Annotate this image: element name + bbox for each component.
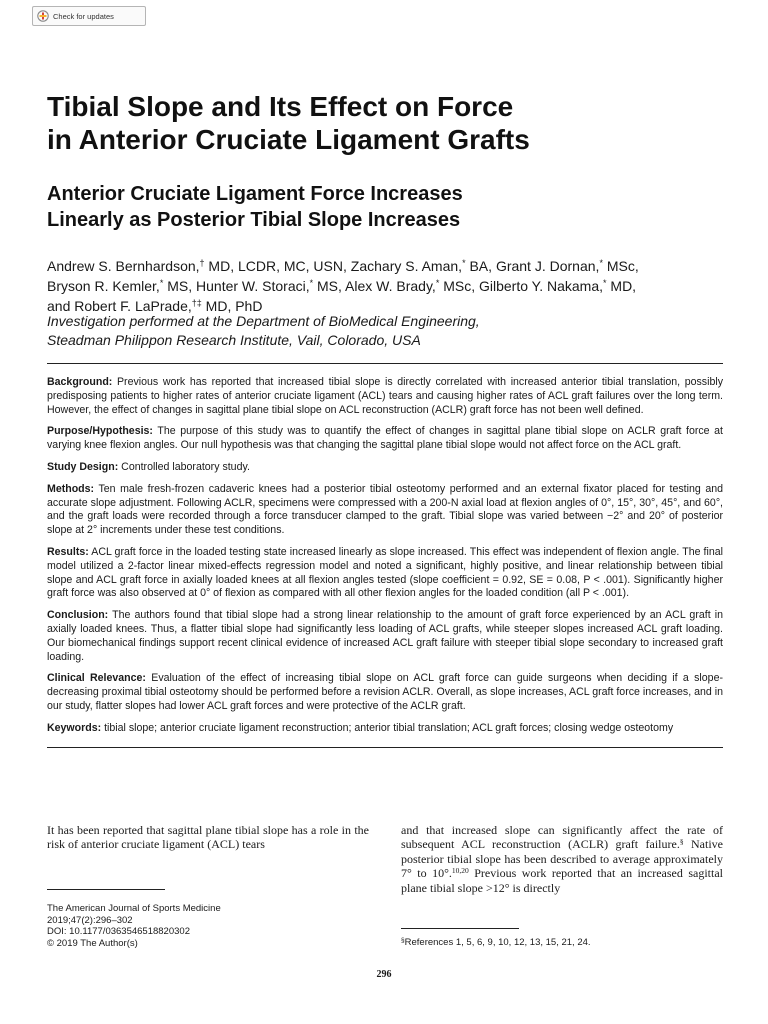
journal-doi: DOI: 10.1177/0363546518820302 xyxy=(47,926,190,938)
journal-volume: 2019;47(2):296–302 xyxy=(47,914,133,926)
journal-info-divider xyxy=(47,889,165,890)
abstract-purpose xyxy=(47,425,723,453)
body-text-right-column xyxy=(401,823,723,895)
author-affiliation-mark: * xyxy=(603,278,607,288)
author xyxy=(196,278,342,294)
abstract-results xyxy=(47,546,723,601)
title-line: Tibial Slope and Its Effect on Force xyxy=(47,91,514,122)
subtitle-line: Anterior Cruciate Ligament Force Increases xyxy=(47,183,463,205)
author-name: Bryson R. Kemler, xyxy=(47,278,160,294)
abstract-heading: Keywords: xyxy=(47,721,102,734)
journal-copyright: © 2019 The Author(s) xyxy=(47,938,138,950)
body-text: Native posterior tibial slope has been described to average approximately 7° to 10°. xyxy=(401,837,723,881)
abstract-text: Controlled laboratory study. xyxy=(118,460,250,473)
author-affiliation-mark: * xyxy=(599,258,603,268)
author xyxy=(496,258,639,274)
author-name: Hunter W. Storaci, xyxy=(196,278,310,294)
abstract-clinical-relevance xyxy=(47,672,723,713)
subtitle-line: Linearly as Posterior Tibial Slope Increases xyxy=(47,209,461,231)
author-name: Andrew S. Bernhardson, xyxy=(47,258,200,274)
abstract-heading: Methods: xyxy=(47,482,95,495)
abstract-heading: Conclusion: xyxy=(47,609,109,622)
abstract-heading: Results: xyxy=(47,545,89,558)
journal-name: The American Journal of Sports Medicine xyxy=(47,903,221,914)
abstract-text: The authors found that tibial slope had a strong linear relationship to the amount of graft force experienced by an ACL graft in axially loaded knees. Thus, a flatter tibial slope had significantly less loading of ACL grafts, while steeper slopes increased ACL graft loading. Our biomechanical findings support recent clinical evidence of increased ACL graft failure with steeper tibial slope secondary to increased graft loading. xyxy=(47,609,723,663)
footnote xyxy=(401,937,723,949)
abstract-text: Ten male fresh-frozen cadaveric knees had a posterior tibial osteotomy performed and an external fixator placed for testing and accurate slope adjustment. Following ACLR, specimens were compressed with a 200-N axial load at flexion angles of 0°, 15°, 30°, 45°, and 60°, and the graft loads were recorded through a force transducer clamped to the graft. Tibial slope was varied between −2° and 20° of posterior slope at 2° increments under these test conditions. xyxy=(47,482,723,537)
author-credentials: MD, PhD xyxy=(201,298,263,314)
abstract-text: tibial slope; anterior cruciate ligament reconstruction; anterior tibial translation; ACL graft forces; closing wedge osteotomy xyxy=(101,721,674,734)
abstract-heading: Purpose/Hypothesis: xyxy=(47,425,153,438)
article-title xyxy=(47,90,727,156)
author-name: and Robert F. LaPrade, xyxy=(47,298,192,314)
body-text: and that increased slope can significantly affect the rate of subsequent ACL reconstruction (ACLR) graft failure. xyxy=(401,823,723,852)
footnote-mark: § xyxy=(401,937,405,944)
body-paragraph: It has been reported that sagittal plane tibial slope has a role in the risk of anterior cruciate ligament (ACL) tears xyxy=(47,823,369,852)
author-credentials: MS, xyxy=(313,278,342,294)
author-credentials: BA, xyxy=(465,258,493,274)
author xyxy=(351,258,492,274)
abstract-text: ACL graft force in the loaded testing state increased linearly as slope increased. This effect was independent of flexion angle. The final model utilized a 2-factor linear mixed-effects regression model and noted a significant, highly positive, and linear relationship between tibial slope and ACL graft force in axially loaded knees at all flexion angles tested (slope coefficient = 0.92, SE = 0.08, P < .001). Significantly higher graft force was also observed at 0° of flexion as compared with all other flexion angles for the loaded condition (all P < .001). xyxy=(47,545,723,600)
author xyxy=(47,278,192,294)
journal-citation xyxy=(47,903,347,950)
page-number: 296 xyxy=(376,969,392,980)
abstract-text: The purpose of this study was to quantify the effect of changes in sagittal plane tibial slope on ACLR graft force at varying knee flexion angles. Our null hypothesis was that changing the sagittal plane tibial slope would not affect force on the ACL graft. xyxy=(47,425,723,452)
affiliation xyxy=(47,312,729,350)
article-subtitle xyxy=(47,181,727,233)
title-line: in Anterior Cruciate Ligament Grafts xyxy=(47,124,530,155)
author-credentials: MSc, xyxy=(439,278,476,294)
abstract xyxy=(47,363,723,748)
author-name: Alex W. Brady, xyxy=(345,278,436,294)
citation-mark: § xyxy=(679,837,684,847)
author-credentials: MD, xyxy=(606,278,637,294)
author-name: Grant J. Dornan, xyxy=(495,258,600,274)
abstract-background xyxy=(47,376,723,417)
abstract-text: Previous work has reported that increased tibial slope is directly correlated with increased anterior tibial translation, possibly predisposing patients to higher rates of anterior cruciate ligament (ACL) tears and causing higher rates of ACL graft failures over the long term. However, the effect of changes in sagittal plane tibial slope on ACL reconstruction (ACLR) graft force has not been well defined. xyxy=(47,376,723,416)
author xyxy=(345,278,475,294)
author-name: Zachary S. Aman, xyxy=(350,258,463,274)
footnote-divider xyxy=(401,928,519,929)
author-credentials: MS, xyxy=(163,278,193,294)
author xyxy=(479,278,636,294)
affiliation-line: Investigation performed at the Department of BioMedical Engineering, xyxy=(47,313,480,329)
body-text: Previous work reported that an increased sagittal plane tibial slope >12° is directly xyxy=(401,866,723,895)
crossmark-icon xyxy=(37,10,49,22)
author-affiliation-mark: * xyxy=(309,278,314,288)
author-affiliation-mark: † xyxy=(199,258,205,268)
abstract-heading: Study Design: xyxy=(47,460,119,473)
abstract-heading: Clinical Relevance: xyxy=(47,672,146,685)
check-for-updates-badge[interactable] xyxy=(32,6,146,26)
badge-label: Check for updates xyxy=(53,11,114,21)
author-affiliation-mark: †‡ xyxy=(191,298,202,308)
footnote-text: References 1, 5, 6, 9, 10, 12, 13, 15, 21, 24. xyxy=(404,937,591,948)
abstract-keywords xyxy=(47,722,723,736)
author-affiliation-mark: * xyxy=(159,278,164,288)
abstract-study-design xyxy=(47,461,723,475)
citation-mark: 10,20 xyxy=(451,866,469,876)
abstract-heading: Background: xyxy=(47,376,113,388)
abstract-text: Evaluation of the effect of increasing tibial slope on ACL graft force can guide surgeons when deciding if a slope-decreasing proximal tibial osteotomy should be performed before a revision ACLR. Overall, as slope increases, ACL graft force increases, and in our study, flatter slopes had lower ACL graft forces and were protective of the ACLR graft. xyxy=(47,672,723,712)
author-affiliation-mark: * xyxy=(462,258,466,268)
author-list xyxy=(47,256,729,316)
author-credentials: MD, LCDR, MC, USN, xyxy=(204,258,347,274)
abstract-conclusion xyxy=(47,609,723,664)
affiliation-line: Steadman Philippon Research Institute, Vail, Colorado, USA xyxy=(47,332,421,348)
author-credentials: MSc, xyxy=(602,258,639,274)
body-text-left-column xyxy=(47,823,369,852)
author-name: Gilberto Y. Nakama, xyxy=(479,278,603,294)
author-affiliation-mark: * xyxy=(435,278,440,288)
abstract-methods xyxy=(47,483,723,538)
author xyxy=(47,258,347,274)
